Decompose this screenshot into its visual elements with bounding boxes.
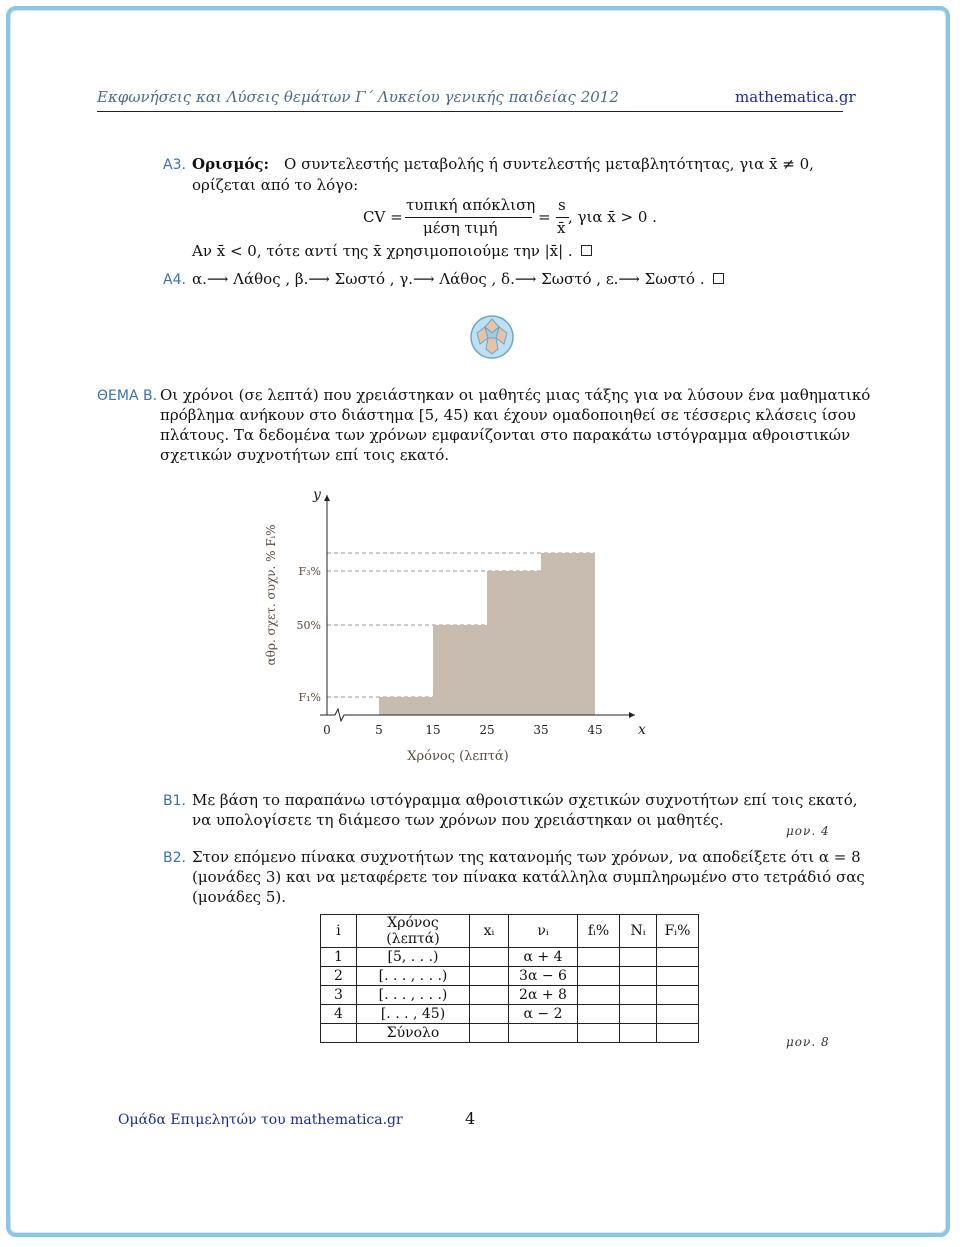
table-cell: α − 2 xyxy=(509,1005,578,1024)
a4-label: A4. xyxy=(163,272,186,288)
table-cell xyxy=(578,1005,620,1024)
table-cell xyxy=(657,1024,699,1043)
header-title: Εκφωνήσεις και Λύσεις θεμάτων Γ΄ Λυκείου γενικής παιδείας 2012 xyxy=(97,88,619,106)
table-cell xyxy=(470,1024,509,1043)
b1-label: B1. xyxy=(163,793,186,809)
frequency-table xyxy=(320,914,699,1043)
table-cell: 4 xyxy=(321,1005,357,1024)
table-cell xyxy=(470,948,509,967)
table-row xyxy=(321,967,699,986)
table-cell xyxy=(620,1005,657,1024)
table-cell xyxy=(321,1024,357,1043)
table-cell: 3α − 6 xyxy=(509,967,578,986)
table-header-cell: Nᵢ xyxy=(620,915,657,948)
table-header-cell: Fᵢ% xyxy=(657,915,699,948)
b2-line-2: (μονάδες 3) και να μεταφέρετε τον πίνακα κατάλληλα συμπληρωμένο στο τετράδιό σας xyxy=(192,868,865,886)
table-header-cell: i xyxy=(321,915,357,948)
x-tick-label: 15 xyxy=(425,723,441,737)
table-cell: 2α + 8 xyxy=(509,986,578,1005)
qed-icon xyxy=(713,273,724,284)
table-cell: [. . . , . . .) xyxy=(357,986,470,1005)
thema-b-label: ΘΕΜΑ Β. xyxy=(97,388,158,404)
y-tick-label: F₃% xyxy=(298,565,321,578)
table-cell xyxy=(657,967,699,986)
page-number: 4 xyxy=(465,1109,476,1128)
histogram-bar xyxy=(379,697,433,715)
b1-points: μον. 4 xyxy=(786,824,830,838)
b2-line-1: Στον επόμενο πίνακα συχνοτήτων της κατανομής των χρόνων, να αποδείξετε ότι α = 8 xyxy=(192,848,861,866)
cv-denominator: μέση τιμή xyxy=(423,219,498,237)
table-cell xyxy=(578,1024,620,1043)
b1-line-1: Με βάση το παραπάνω ιστόγραμμα αθροιστικών σχετικών συχνοτήτων επί τοις εκατό, xyxy=(192,791,858,809)
y-tick-label: 50% xyxy=(296,619,321,632)
table-cell: 3 xyxy=(321,986,357,1005)
table-cell: 2 xyxy=(321,967,357,986)
table-cell xyxy=(620,986,657,1005)
table-row xyxy=(321,948,699,967)
table-cell xyxy=(470,967,509,986)
fraction-bar xyxy=(405,217,532,218)
table-cell xyxy=(578,986,620,1005)
b2-points: μον. 8 xyxy=(786,1035,830,1049)
table-header-cell: νᵢ xyxy=(509,915,578,948)
table-cell xyxy=(578,948,620,967)
b1-line-2: να υπολογίσετε τη διάμεσο των χρόνων που χρειάστηκαν οι μαθητές. xyxy=(192,811,724,829)
x-tick-label: 5 xyxy=(375,723,383,737)
histogram-bar xyxy=(433,625,487,715)
qed-icon xyxy=(581,245,592,256)
a3-line1: Ο συντελεστής μεταβολής ή συντελεστής μεταβλητότητας, για x̄ ≠ 0, xyxy=(284,155,814,173)
b2-label: B2. xyxy=(163,850,186,866)
x-tick-label: 25 xyxy=(479,723,495,737)
table-cell xyxy=(620,967,657,986)
table-cell xyxy=(657,1005,699,1024)
x-tick-label: 45 xyxy=(587,723,603,737)
x-tick-label: 35 xyxy=(533,723,549,737)
table-header-cell: Χρόνος (λεπτά) xyxy=(357,915,470,948)
y-axis-title: αθρ. σχετ. συχν. % Fᵢ% xyxy=(264,524,278,666)
y-tick-label: F₁% xyxy=(298,691,321,704)
x-axis-title: Χρόνος (λεπτά) xyxy=(407,749,509,764)
histogram-bar xyxy=(487,571,541,715)
table-row xyxy=(321,986,699,1005)
header-site-link[interactable]: mathematica.gr xyxy=(735,88,856,106)
table-cell xyxy=(470,1005,509,1024)
table-cell xyxy=(620,1024,657,1043)
table-header-row xyxy=(321,915,699,948)
a3-line3: Αν x̄ < 0, τότε αντί της x̄ χρησιμοποιούμε την |x̄| . xyxy=(192,242,573,260)
s-numerator: s xyxy=(558,196,566,214)
table-header-cell: xᵢ xyxy=(470,915,509,948)
thema-b-line-4: σχετικών συχνοτήτων επί τοις εκατό. xyxy=(160,446,450,464)
y-axis-letter: y xyxy=(313,487,321,503)
table-total-row xyxy=(321,1024,699,1043)
y-axis-arrow-icon xyxy=(324,495,330,501)
thema-b-line-1: Οι χρόνοι (σε λεπτά) που χρειάστηκαν οι μαθητές μιας τάξης για να λύσουν ένα μαθηματικό xyxy=(160,386,871,404)
footer-team: Ομάδα Επιμελητών του mathematica.gr xyxy=(118,1112,403,1128)
a3-line2: ορίζεται από το λόγο: xyxy=(192,176,359,194)
cv-numerator: τυπική απόκλιση xyxy=(406,196,536,214)
a4-answers: α.⟶ Λάθος , β.⟶ Σωστό , γ.⟶ Λάθος , δ.⟶ Σωστό , ε.⟶ Σωστό . xyxy=(192,270,705,288)
thema-b-line-3: πλάτους. Τα δεδομένα των χρόνων εμφανίζονται στο παρακάτω ιστόγραμμα αθροιστικών xyxy=(160,426,851,444)
b2-line-3: (μονάδες 5). xyxy=(192,888,287,906)
a4-answers-wrap xyxy=(192,270,724,288)
table-cell: 1 xyxy=(321,948,357,967)
table-cell xyxy=(657,948,699,967)
table-cell: [5, . . .) xyxy=(357,948,470,967)
table-cell: [. . . , . . .) xyxy=(357,967,470,986)
x-axis-arrow-icon xyxy=(629,712,635,718)
thema-b-line-2: πρόβλημα ανήκουν στο διάστημα [5, 45) και έχουν ομαδοποιηθεί σε τέσσερις κλάσεις ίσου xyxy=(160,406,856,424)
table-cell: Σύνολο xyxy=(357,1024,470,1043)
a3-label: A3. xyxy=(163,157,186,173)
table-cell xyxy=(620,948,657,967)
table-cell xyxy=(657,986,699,1005)
table-header-cell: fᵢ% xyxy=(578,915,620,948)
a3-line3-wrap xyxy=(192,242,592,260)
x-tick-label: 0 xyxy=(323,723,331,737)
polyhedron-logo-icon xyxy=(468,313,516,361)
table-cell: α + 4 xyxy=(509,948,578,967)
cv-condition: , για x̄ > 0 . xyxy=(568,208,657,226)
s-denominator: x̄ xyxy=(557,219,566,237)
a3-title: Ορισμός: xyxy=(192,155,270,173)
cv-label: CV = xyxy=(363,208,403,226)
header-rule xyxy=(97,111,843,112)
table-cell: [. . . , 45) xyxy=(357,1005,470,1024)
x-axis-letter: x xyxy=(638,722,646,738)
histogram-bar xyxy=(541,553,595,715)
table-cell xyxy=(470,986,509,1005)
table-cell xyxy=(509,1024,578,1043)
cumulative-histogram xyxy=(240,480,680,770)
table-row xyxy=(321,1005,699,1024)
cv-equals: = xyxy=(538,208,551,226)
table-cell xyxy=(578,967,620,986)
